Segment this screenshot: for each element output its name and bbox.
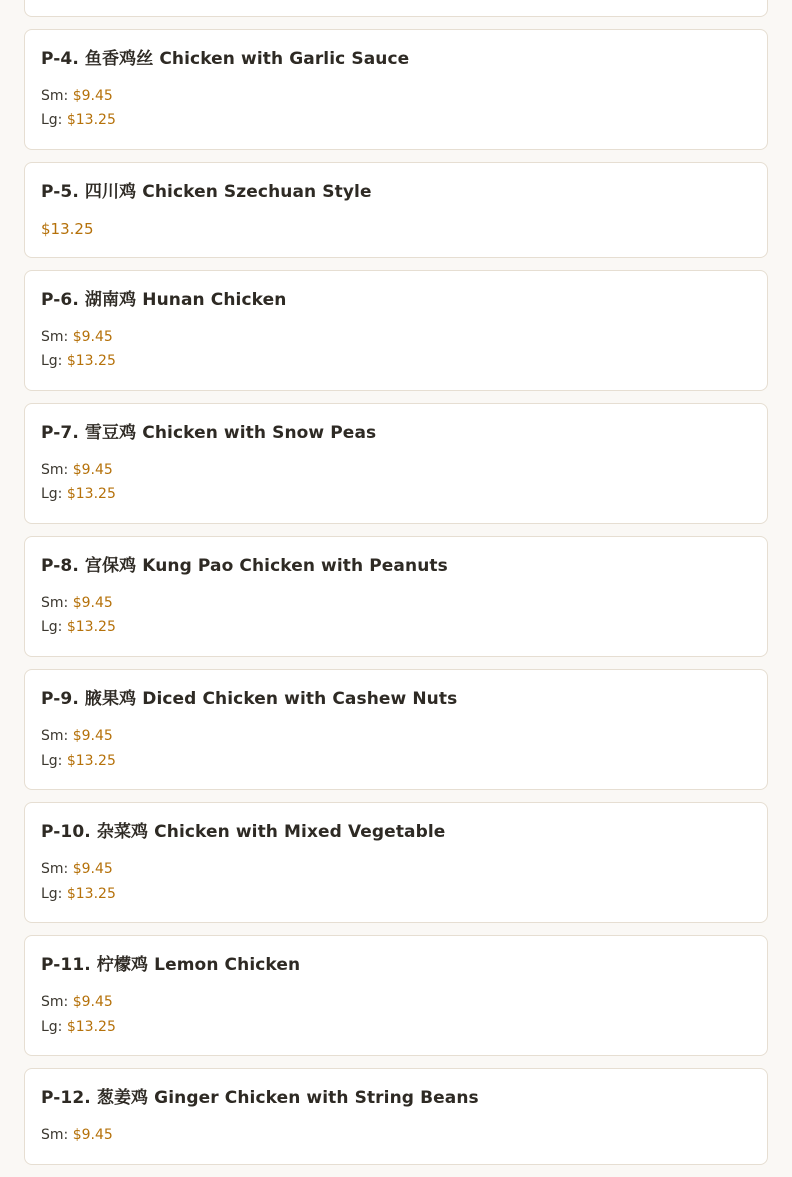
price-label-large: Lg:	[41, 885, 63, 902]
price-value-large: $13.25	[66, 112, 116, 129]
price-value-large: $13.25	[66, 752, 116, 769]
price-value-large: $13.25	[66, 619, 116, 636]
price-label-small: Sm:	[41, 861, 69, 878]
menu-item-card[interactable]	[24, 403, 768, 524]
price-label-small: Sm:	[41, 328, 69, 345]
price-label-large: Lg:	[41, 752, 63, 769]
price-value-small: $9.45	[72, 994, 113, 1011]
menu-item-price-small	[41, 591, 751, 616]
menu-item-title: P-7. 雪豆鸡 Chicken with Snow Peas	[41, 422, 377, 443]
menu-item-price-small	[41, 724, 751, 749]
menu-item-price-small	[41, 84, 751, 109]
menu-item-card[interactable]	[24, 536, 768, 657]
price-value-small: $9.45	[72, 461, 113, 478]
menu-item-price-large	[41, 108, 751, 133]
price-label-small: Sm:	[41, 728, 69, 745]
menu-item-card[interactable]	[24, 0, 768, 17]
menu-item-price-single: $13.25	[41, 219, 94, 238]
menu-item-title: P-12. 葱姜鸡 Ginger Chicken with String Beans	[41, 1088, 479, 1109]
price-value-large: $13.25	[66, 353, 116, 370]
menu-item-card[interactable]	[24, 270, 768, 391]
price-label-small: Sm:	[41, 461, 69, 478]
price-label-large: Lg:	[41, 619, 63, 636]
price-value-small: $9.45	[72, 728, 113, 745]
menu-item-price-small	[41, 857, 751, 882]
menu-item-price-large	[41, 615, 751, 640]
menu-item-title: P-8. 宫保鸡 Kung Pao Chicken with Peanuts	[41, 555, 448, 576]
menu-item-price-small	[41, 1123, 751, 1148]
price-label-small: Sm:	[41, 87, 69, 104]
menu-item-price-large	[41, 482, 751, 507]
price-label-small: Sm:	[41, 594, 69, 611]
menu-item-card[interactable]	[24, 669, 768, 790]
price-value-large: $13.25	[66, 885, 116, 902]
price-label-large: Lg:	[41, 353, 63, 370]
price-value-small: $9.45	[72, 87, 113, 104]
menu-item-card[interactable]	[24, 29, 768, 150]
menu-item-title: P-10. 杂菜鸡 Chicken with Mixed Vegetable	[41, 822, 446, 843]
price-label-small: Sm:	[41, 994, 69, 1011]
price-value-small: $9.45	[72, 594, 113, 611]
price-label-large: Lg:	[41, 486, 63, 503]
menu-item-price-small	[41, 325, 751, 350]
price-value-small: $9.45	[72, 861, 113, 878]
menu-item-price-small	[41, 990, 751, 1015]
menu-item-title: P-9. 腋果鸡 Diced Chicken with Cashew Nuts	[41, 688, 458, 709]
menu-item-card[interactable]	[24, 802, 768, 923]
menu-item-price-large	[41, 349, 751, 374]
price-value-small: $9.45	[72, 328, 113, 345]
price-value-large: $13.25	[66, 1018, 116, 1035]
menu-item-title: P-4. 鱼香鸡丝 Chicken with Garlic Sauce	[41, 48, 410, 69]
menu-item-price-large	[41, 749, 751, 774]
price-label-small: Sm:	[41, 1127, 69, 1144]
menu-item-card[interactable]	[24, 1068, 768, 1165]
menu-item-price-small	[41, 458, 751, 483]
menu-item-card[interactable]	[24, 162, 768, 258]
price-value-large: $13.25	[66, 486, 116, 503]
price-label-large: Lg:	[41, 112, 63, 129]
menu-item-price-large	[41, 882, 751, 907]
menu-item-price-large	[41, 1015, 751, 1040]
menu-item-title: P-11. 柠檬鸡 Lemon Chicken	[41, 955, 301, 976]
price-value-small: $9.45	[72, 1127, 113, 1144]
price-label-large: Lg:	[41, 1018, 63, 1035]
menu-item-card[interactable]	[24, 935, 768, 1056]
menu-item-title: P-6. 湖南鸡 Hunan Chicken	[41, 289, 287, 310]
menu-item-title: P-5. 四川鸡 Chicken Szechuan Style	[41, 181, 372, 202]
